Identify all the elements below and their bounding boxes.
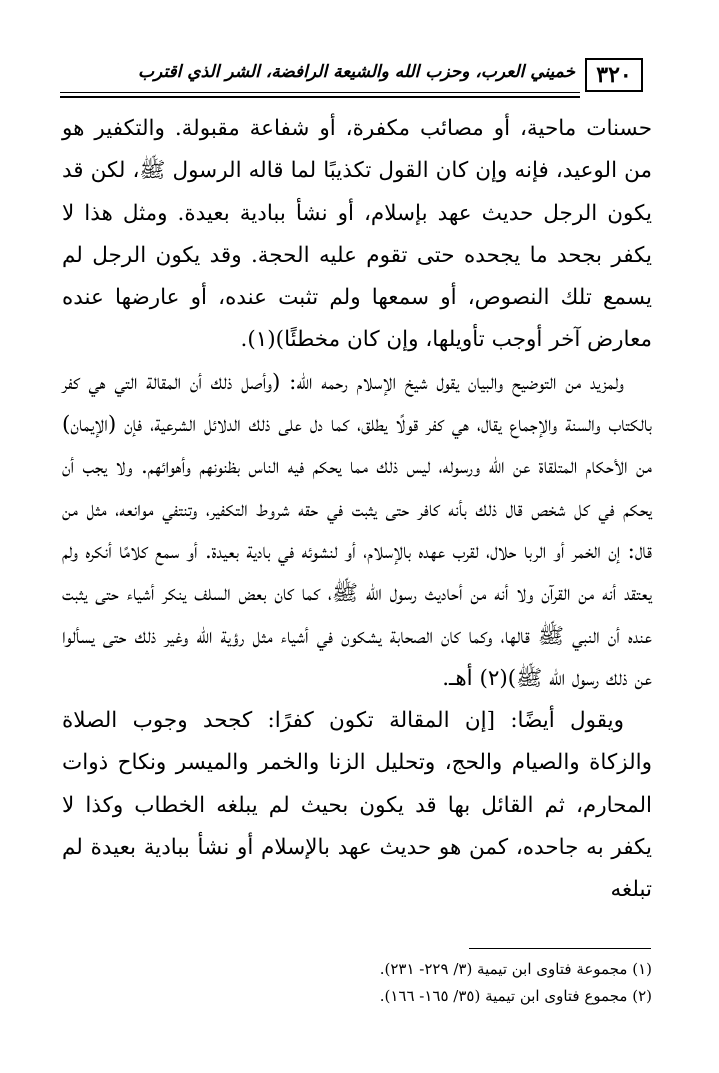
body-text — [62, 108, 652, 912]
paragraph: حسنات ماحية، أو مصائب مكفرة، أو شفاعة مقبولة. والتكفير هو من الوعيد، فإنه وإن كان القول تكذيبًا لما قاله الرسول ﷺ، لكن قد يكون الرجل حديث عهد بإسلام، أو نشأ ببادية بعيدة. ومثل هذا لا يكفر بجحد ما يجحده حتى تقوم عليه الحجة. وقد يكون الرجل لم يسمع تلك النصوص، أو سمعها ولم تثبت عنده، أو عارضها عنده معارض آخر أوجب تأويلها، وإن كان مخطئًا)(١). — [62, 116, 652, 353]
footnote: (١) مجموعة فتاوى ابن تيمية (٣/ ٢٢٩- ٢٣١). — [379, 960, 652, 978]
footnote: (٢) مجموع فتاوى ابن تيمية (٣٥/ ١٦٥- ١٦٦). — [379, 987, 652, 1005]
header-rule — [60, 92, 580, 93]
page-number: ٣٢٠ — [585, 58, 643, 92]
paragraph: ولمزيد من التوضيح والبيان يقول شيخ الإسلام رحمه الله: (وأصل ذلك أن المقالة التي هي كفر بالكتاب والسنة والإجماع يقال، هي كفر قولًا يطلق، كما دل على ذلك الدلائل الشرعية، فإن (الإيمان) من الأحكام المتلقاة عن الله ورسوله، ليس ذلك مما يحكم فيه الناس بظنونهم وأهوائهم. ولا يجب أن يحكم في كل شخص قال ذلك بأنه كافر حتى يثبت في حقه شروط التكفير، وتنتفي موانعه، مثل من قال: إن الخمر أو الربا حلال، لقرب عهده بالإسلام، أو لنشوئه في بادية بعيدة. أو سمع كلامًا أنكره ولم يعتقد أنه من القرآن ولا أنه من أحاديث رسول الله ﷺ، كما كان بعض السلف ينكر أشياء حتى يثبت عنده أن النبي ﷺ قالها، وكما كان الصحابة يشكون في أشياء مثل رؤية الله وغير ذلك حتى يسألوا عن ذلك رسول الله ﷺ)(٢) أهـ. — [62, 369, 652, 691]
page-header — [60, 56, 650, 100]
footnote-separator — [469, 948, 651, 949]
header-rule-thick — [60, 96, 580, 98]
footnotes — [62, 956, 652, 1010]
paragraph: ويقول أيضًا: [إن المقالة تكون كفرًا: كجحد وجوب الصلاة والزكاة والصيام والحج، وتحليل الزنا والخمر والميسر ونكاح ذوات المحارم، ثم القائل بها قد يكون بحيث لم يبلغه الخطاب وكذا لا يكفر به جاحده، كمن هو حديث عهد بالإسلام أو نشأ ببادية بعيدة لم تبلغه — [62, 708, 652, 903]
running-title: خميني العرب، وحزب الله والشيعة الرافضة، الشر الذي اقترب — [138, 62, 575, 82]
